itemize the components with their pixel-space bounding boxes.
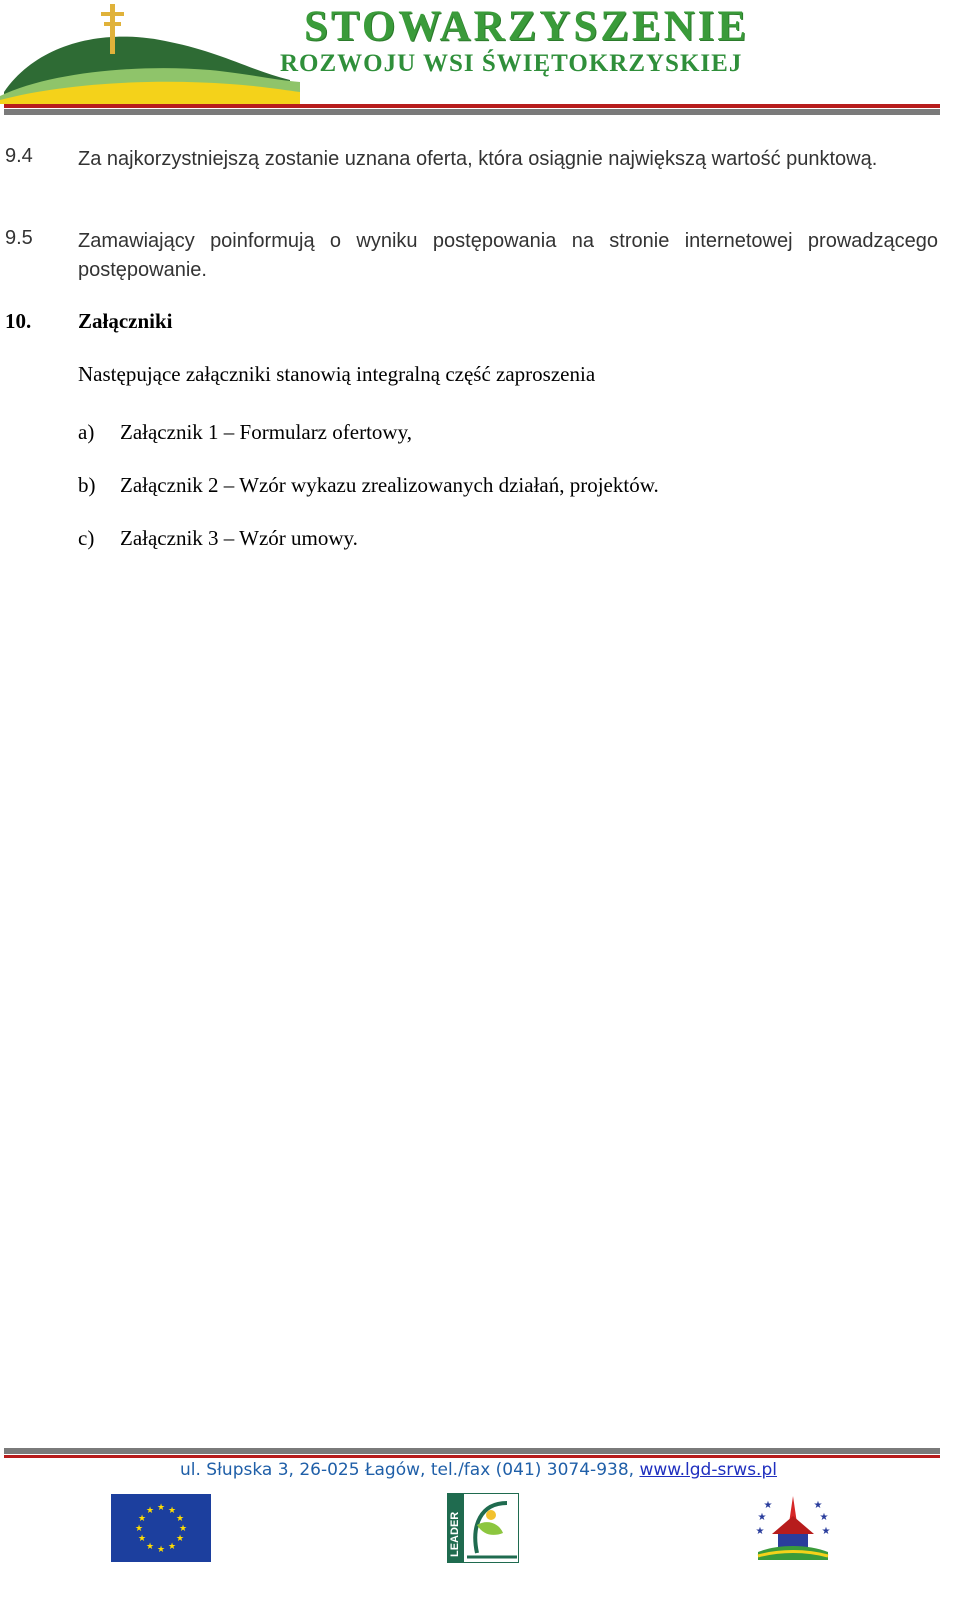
- attachment-letter-a: a): [78, 420, 95, 444]
- header-divider-grey: [4, 109, 940, 115]
- svg-text:★: ★: [175, 1534, 185, 1544]
- letterhead-header: [0, 0, 960, 122]
- section-10-number: 10.: [5, 309, 32, 333]
- svg-text:★: ★: [819, 1512, 829, 1523]
- attachment-letter-b: b): [78, 473, 96, 497]
- svg-text:★: ★: [821, 1526, 831, 1537]
- svg-text:★: ★: [757, 1512, 767, 1523]
- svg-text:★: ★: [156, 1503, 166, 1513]
- svg-text:★: ★: [755, 1526, 765, 1537]
- attachments-intro: Następujące załączniki stanowią integralną część zaproszenia: [78, 362, 596, 386]
- hills-cross-logo: [0, 0, 300, 104]
- footer-address-text: ul. Słupska 3, 26-025 Łagów, tel./fax (041) 3074-938,: [180, 1460, 640, 1480]
- svg-text:★: ★: [145, 1542, 155, 1552]
- footer-divider-red: [4, 1455, 940, 1458]
- svg-text:★: ★: [175, 1514, 185, 1524]
- footer-divider-grey: [4, 1448, 940, 1454]
- org-name-line1: STOWARZYSZENIE: [304, 3, 750, 50]
- eu-flag-icon: [111, 1494, 211, 1562]
- header-divider-red: [4, 104, 940, 108]
- org-name-line2: ROZWOJU WSI ŚWIĘTOKRZYSKIEJ: [280, 50, 743, 77]
- svg-text:★: ★: [178, 1524, 188, 1534]
- svg-text:★: ★: [134, 1524, 144, 1534]
- item-text-9-4: Za najkorzystniejszą zostanie uznana oferta, która osiągnie największą wartość punktową.: [78, 148, 878, 170]
- section-10-title: Załączniki: [78, 309, 173, 333]
- item-number-9-5: 9.5: [5, 227, 33, 249]
- svg-text:★: ★: [813, 1500, 823, 1511]
- attachment-item-1: Załącznik 1 – Formularz ofertowy,: [120, 420, 412, 444]
- svg-text:★: ★: [156, 1545, 166, 1555]
- leader-logo: [447, 1493, 519, 1563]
- attachment-item-3: Załącznik 3 – Wzór umowy.: [120, 526, 358, 550]
- svg-text:★: ★: [145, 1506, 155, 1516]
- website-link[interactable]: www.lgd-srws.pl: [639, 1460, 777, 1480]
- attachment-letter-c: c): [78, 526, 95, 550]
- attachment-item-2: Załącznik 2 – Wzór wykazu zrealizowanych działań, projektów.: [120, 473, 659, 497]
- footer-address: [180, 1460, 777, 1480]
- lgd-logo: [752, 1490, 834, 1564]
- svg-text:★: ★: [137, 1534, 147, 1544]
- svg-text:★: ★: [167, 1506, 177, 1516]
- svg-text:★: ★: [763, 1500, 773, 1511]
- svg-text:★: ★: [167, 1542, 177, 1552]
- item-number-9-4: 9.4: [5, 145, 33, 167]
- svg-text:★: ★: [137, 1514, 147, 1524]
- leader-logo-text: LEADER: [449, 1511, 461, 1557]
- item-text-9-5: Zamawiający poinformują o wyniku postępowania na stronie internetowej prowadzącego postępowanie.: [78, 230, 938, 281]
